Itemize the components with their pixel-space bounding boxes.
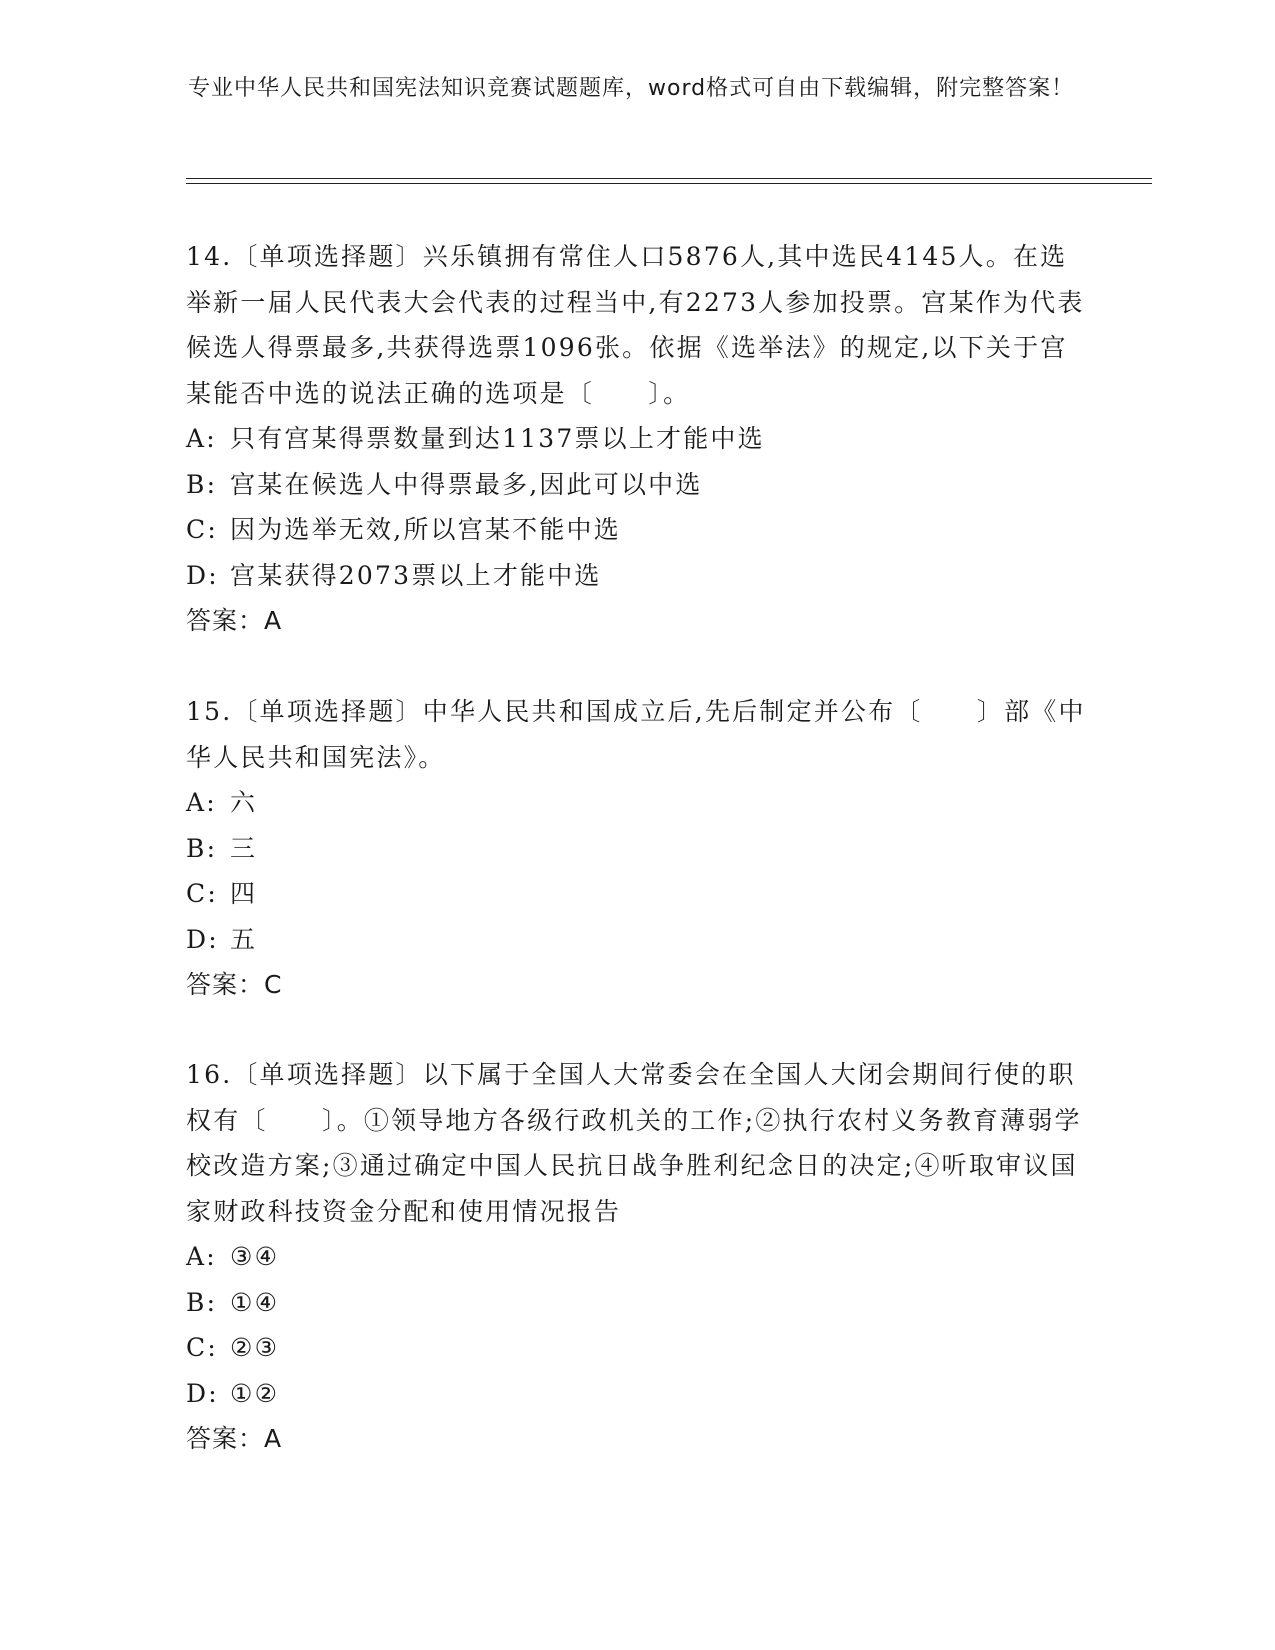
option-letter: B: [186,469,218,499]
option-d [186,553,1086,599]
option-b [186,826,1086,872]
option-d [186,1371,1086,1417]
question-text: 16.〔单项选择题〕以下属于全国人大常委会在全国人大闭会期间行使的职权有〔 〕。①领导地方各级行政机关的工作;②执行农村义务教育薄弱学校改造方案;③通过确定中国人民抗日战争胜利纪念日的决定;④听取审议国家财政科技资金分配和使用情况报告 [186,1060,1082,1226]
header-divider-bottom [186,183,1152,184]
option-letter: A: [186,1242,217,1271]
option-c [186,1325,1086,1371]
question-16 [186,1052,1086,1462]
question-text: 14.〔单项选择题〕兴乐镇拥有常住人口5876人,其中选民4145人。在选举新一届人民代表大会代表的过程当中,有2273人参加投票。宫某作为代表候选人得票最多,共获得选票1096张。依据《选举法》的规定,以下关于宫某能否中选的说法正确的选项是〔 〕。 [186,242,1085,408]
question-14 [186,234,1086,644]
option-a [186,1234,1086,1280]
option-c [186,507,1086,553]
header-divider-top [186,178,1152,179]
document-header [188,72,1088,105]
option-letter: C: [186,515,218,544]
option-letter: B: [186,833,218,863]
option-b [186,462,1086,508]
option-text: 五 [230,924,258,954]
option-letter: C: [186,879,218,908]
answer-line: 答案：A [186,606,283,635]
option-text: 宫某获得2073票以上才能中选 [230,560,602,590]
option-text: ①② [230,1378,280,1408]
option-letter: D: [186,924,219,954]
option-c [186,871,1086,917]
question-15 [186,689,1086,1008]
option-letter: B: [186,1287,218,1317]
option-text: 只有宫某得票数量到达1137票以上才能中选 [230,424,765,453]
option-text: 因为选举无效,所以宫某不能中选 [230,515,621,544]
option-text: ③④ [230,1242,280,1271]
answer-line: 答案：A [186,1424,283,1453]
option-letter: A: [186,424,217,453]
answer-line: 答案：C [186,970,283,999]
option-letter: A: [186,788,217,817]
option-d [186,917,1086,963]
option-letter: D: [186,560,219,590]
option-text: 宫某在候选人中得票最多,因此可以中选 [230,469,703,499]
option-b [186,1280,1086,1326]
option-text: 三 [230,833,258,863]
option-letter: D: [186,1378,219,1408]
option-a [186,780,1086,826]
option-a [186,416,1086,462]
option-letter: C: [186,1333,218,1362]
header-text: 专业中华人民共和国宪法知识竞赛试题题库，word格式可自由下载编辑，附完整答案！ [188,76,1075,101]
option-text: ①④ [230,1287,280,1317]
option-text: 四 [230,879,258,908]
question-text: 15.〔单项选择题〕中华人民共和国成立后,先后制定并公布〔 〕部《中华人民共和国宪法》。 [186,697,1086,772]
option-text: 六 [230,788,258,817]
option-text: ②③ [230,1333,280,1362]
